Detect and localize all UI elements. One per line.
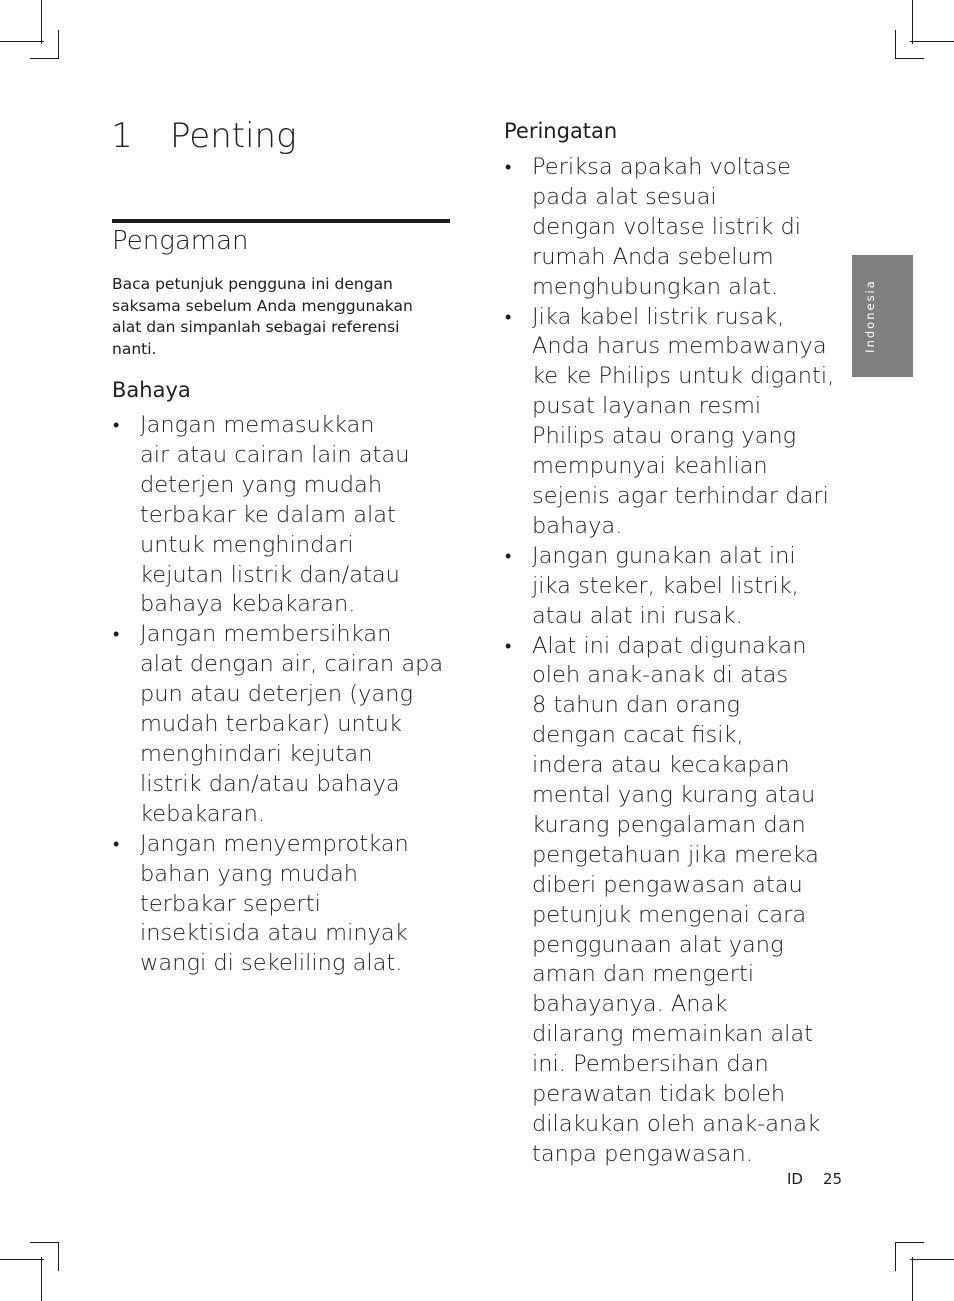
list-item-text: Jangan menyemprotkan bahan yang mudah terbakar seperti insektisida atau minyak wangi di sekeliling alat. bbox=[140, 830, 409, 977]
list-item bbox=[504, 632, 849, 1170]
chapter-number: 1 bbox=[111, 116, 133, 156]
crop-mark bbox=[58, 30, 59, 59]
list-item-text: Jangan memasukkan air atau cairan lain atau deterjen yang mudah terbakar ke dalam alat untuk menghindari kejutan listrik dan/atau bahaya kebakaran. bbox=[140, 412, 410, 618]
crop-mark bbox=[30, 58, 59, 59]
list-item-text: Alat ini dapat digunakan oleh anak-anak di atas 8 tahun dan orang dengan cacat fisik, indera atau kecakapan mental yang kurang atau kurang pengalaman dan pengetahuan jika mereka diberi pengawasan atau petunjuk mengenai cara penggunaan alat yang aman dan mengerti bahayanya. Anak dilarang memainkan alat ini. Pembersihan dan perawatan tidak boleh dilakukan oleh anak-anak tanpa pengawasan. bbox=[532, 632, 821, 1167]
language-tab-label: Indonesia bbox=[863, 279, 877, 353]
section-title: Pengaman bbox=[112, 226, 249, 256]
list-item bbox=[504, 303, 849, 542]
language-tab bbox=[852, 255, 913, 377]
crop-mark bbox=[895, 30, 896, 59]
crop-mark bbox=[41, 0, 42, 44]
crop-mark bbox=[0, 41, 44, 42]
crop-mark bbox=[58, 1242, 59, 1271]
crop-mark bbox=[912, 1257, 913, 1301]
crop-mark bbox=[895, 58, 924, 59]
crop-mark bbox=[895, 1242, 896, 1271]
bullet-icon: • bbox=[505, 306, 512, 328]
list-item bbox=[112, 620, 457, 829]
crop-mark bbox=[910, 41, 954, 42]
bullet-icon: • bbox=[505, 635, 512, 657]
crop-mark bbox=[0, 1259, 44, 1260]
chapter-title: Penting bbox=[170, 116, 297, 156]
list-item-text: Jangan membersihkan alat dengan air, cairan apa pun atau deterjen (yang mudah terbakar) untuk menghindari kejutan listrik dan/atau bahaya kebakaran. bbox=[140, 621, 444, 827]
crop-mark bbox=[30, 1242, 59, 1243]
bullet-icon: • bbox=[113, 833, 120, 855]
list-item bbox=[112, 830, 457, 980]
crop-mark bbox=[910, 1259, 954, 1260]
peringatan-title: Peringatan bbox=[504, 119, 618, 143]
crop-mark bbox=[895, 1242, 924, 1243]
bahaya-title: Bahaya bbox=[112, 378, 191, 402]
list-item bbox=[504, 542, 849, 632]
intro-paragraph: Baca petunjuk pengguna ini dengan saksama sebelum Anda menggunakan alat dan simpanlah sebagai referensi nanti. bbox=[112, 275, 413, 358]
crop-mark bbox=[41, 1257, 42, 1301]
bahaya-list bbox=[112, 411, 457, 979]
footer-language-code: ID bbox=[787, 1170, 803, 1188]
list-item-text: Periksa apakah voltase pada alat sesuai dengan voltase listrik di rumah Anda sebelum menghubungkan alat. bbox=[532, 154, 802, 300]
bullet-icon: • bbox=[505, 545, 512, 567]
peringatan-list bbox=[504, 153, 849, 1170]
crop-mark bbox=[912, 0, 913, 44]
section-divider bbox=[112, 219, 450, 223]
bullet-icon: • bbox=[505, 157, 512, 178]
list-item-text: Jangan gunakan alat ini jika steker, kabel listrik, atau alat ini rusak. bbox=[532, 542, 799, 629]
list-item bbox=[504, 153, 849, 303]
bullet-icon: • bbox=[113, 415, 120, 436]
bullet-icon: • bbox=[113, 624, 120, 646]
list-item bbox=[112, 411, 457, 620]
list-item-text: Jika kabel listrik rusak, Anda harus membawanya ke ke Philips untuk diganti, pusat layanan resmi Philips atau orang yang mempunyai keahlian sejenis agar terhindar dari bahaya. bbox=[532, 303, 835, 539]
page-number: 25 bbox=[823, 1170, 843, 1188]
